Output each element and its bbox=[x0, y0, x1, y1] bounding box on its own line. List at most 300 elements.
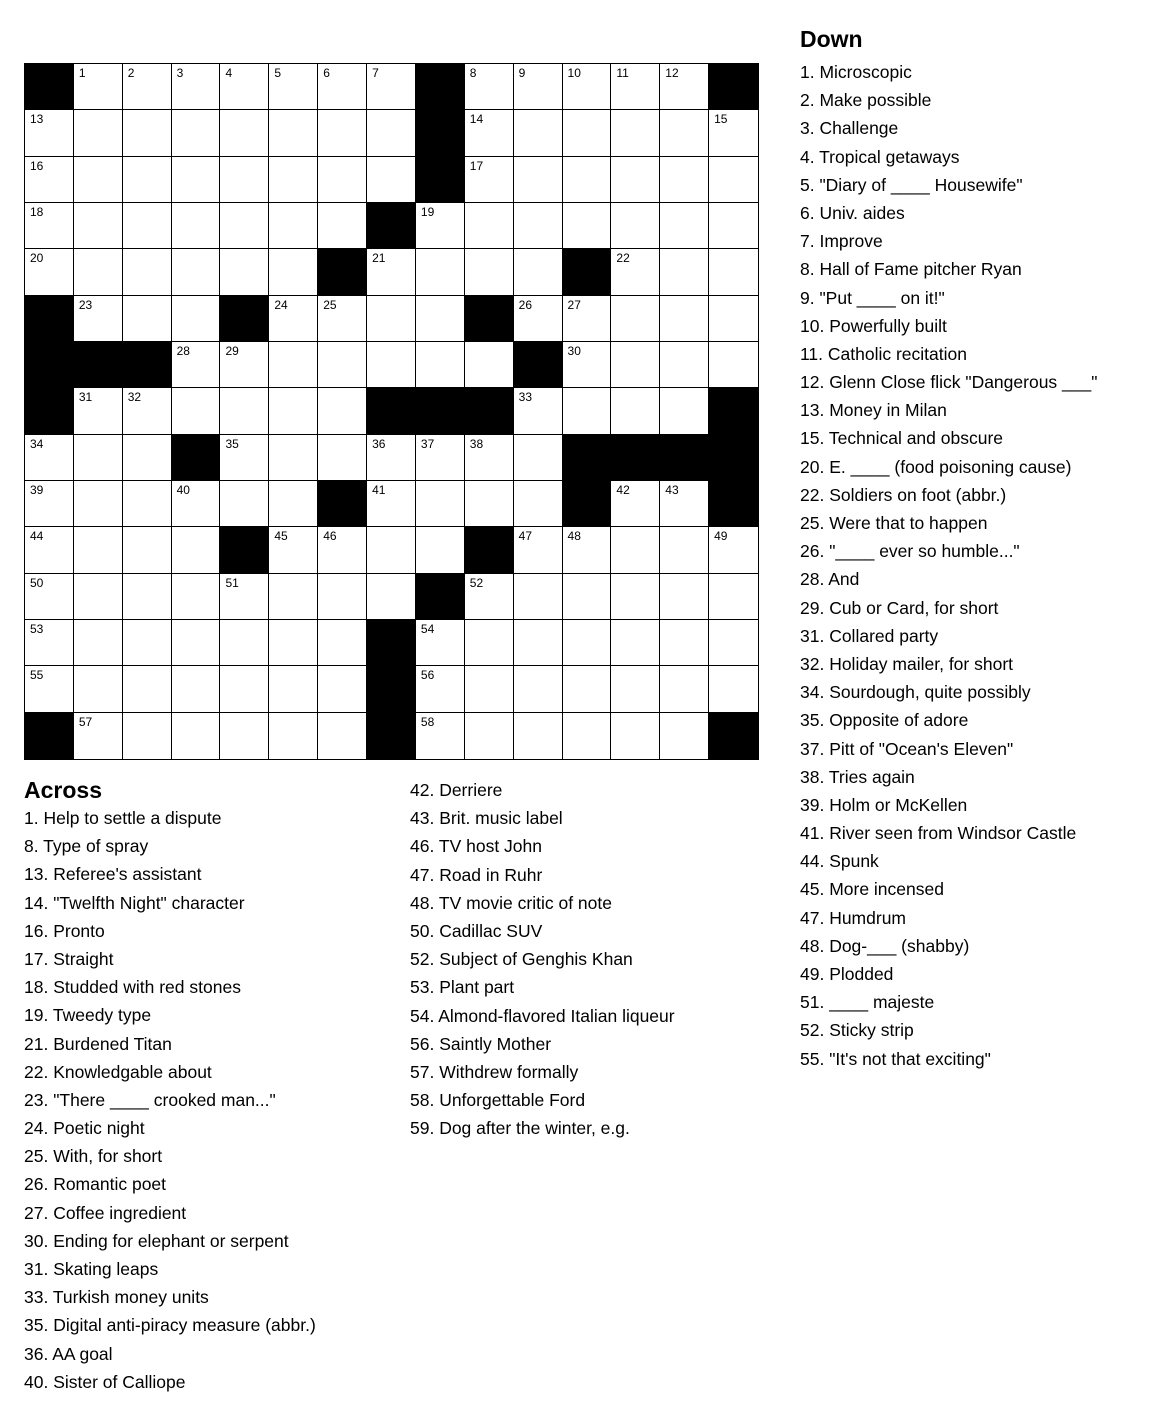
down-clue: 20. E. ____ (food poisoning cause) bbox=[800, 456, 1072, 477]
clue-number: 21 bbox=[372, 251, 386, 266]
grid-cell[interactable] bbox=[709, 574, 758, 620]
grid-cell[interactable] bbox=[25, 157, 74, 203]
across-clue: 24. Poetic night bbox=[24, 1118, 145, 1139]
grid-cell[interactable] bbox=[660, 110, 709, 156]
grid-cell[interactable] bbox=[74, 64, 123, 110]
grid-cell[interactable] bbox=[563, 388, 612, 434]
grid-cell[interactable] bbox=[269, 249, 318, 295]
clue-number: 44 bbox=[30, 529, 44, 544]
down-clue: 4. Tropical getaways bbox=[800, 146, 960, 167]
grid-cell[interactable] bbox=[318, 388, 367, 434]
grid-cell[interactable] bbox=[318, 296, 367, 342]
down-clue: 9. "Put ____ on it!" bbox=[800, 287, 945, 308]
grid-cell[interactable] bbox=[220, 249, 269, 295]
down-clue: 1. Microscopic bbox=[800, 62, 912, 82]
grid-cell[interactable] bbox=[74, 157, 123, 203]
grid-cell[interactable] bbox=[367, 157, 416, 203]
grid-cell[interactable] bbox=[25, 203, 74, 249]
grid-cell[interactable] bbox=[123, 64, 172, 110]
black-square bbox=[25, 64, 74, 110]
grid-cell[interactable] bbox=[563, 64, 612, 110]
grid-cell[interactable] bbox=[269, 203, 318, 249]
grid-cell[interactable] bbox=[465, 713, 514, 759]
grid-cell[interactable] bbox=[514, 388, 563, 434]
grid-cell[interactable] bbox=[123, 666, 172, 712]
grid-cell[interactable] bbox=[416, 666, 465, 712]
down-clue: 32. Holiday mailer, for short bbox=[800, 653, 1014, 674]
grid-cell[interactable] bbox=[220, 620, 269, 666]
grid-cell[interactable] bbox=[416, 713, 465, 759]
grid-cell[interactable] bbox=[709, 527, 758, 573]
grid-cell[interactable] bbox=[465, 435, 514, 481]
across-clue: 53. Plant part bbox=[410, 977, 515, 998]
clue-number: 6 bbox=[323, 66, 330, 80]
grid-cell[interactable] bbox=[611, 342, 660, 388]
down-clue: 35. Opposite of adore bbox=[800, 710, 969, 731]
grid-cell[interactable] bbox=[660, 666, 709, 712]
grid-cell[interactable] bbox=[416, 342, 465, 388]
clue-number: 49 bbox=[714, 529, 728, 544]
grid-cell[interactable] bbox=[318, 64, 367, 110]
grid-cell[interactable] bbox=[514, 203, 563, 249]
across-clue: 57. Withdrew formally bbox=[410, 1061, 579, 1082]
grid-cell[interactable] bbox=[123, 620, 172, 666]
black-square bbox=[25, 713, 74, 759]
down-clue: 25. Were that to happen bbox=[800, 513, 988, 533]
across-clue: 16. Pronto bbox=[24, 920, 105, 941]
down-clue: 2. Make possible bbox=[800, 90, 932, 111]
grid-cell[interactable] bbox=[611, 481, 660, 527]
grid-cell[interactable] bbox=[611, 620, 660, 666]
clue-number: 7 bbox=[372, 66, 379, 80]
down-clue: 13. Money in Milan bbox=[800, 400, 947, 421]
grid-cell[interactable] bbox=[220, 388, 269, 434]
grid-cell[interactable] bbox=[220, 157, 269, 203]
grid-cell[interactable] bbox=[416, 203, 465, 249]
black-square bbox=[709, 713, 758, 759]
grid-cell[interactable] bbox=[123, 203, 172, 249]
grid-cell[interactable] bbox=[367, 527, 416, 573]
grid-cell[interactable] bbox=[367, 249, 416, 295]
grid-cell[interactable] bbox=[563, 342, 612, 388]
grid-cell[interactable] bbox=[172, 249, 221, 295]
grid-cell[interactable] bbox=[74, 435, 123, 481]
grid-cell[interactable] bbox=[611, 203, 660, 249]
clue-number: 43 bbox=[665, 482, 679, 497]
grid-cell[interactable] bbox=[172, 64, 221, 110]
grid-cell[interactable] bbox=[514, 249, 563, 295]
grid-cell[interactable] bbox=[563, 620, 612, 666]
grid-cell[interactable] bbox=[25, 481, 74, 527]
clue-number: 25 bbox=[323, 297, 337, 312]
grid-cell[interactable] bbox=[269, 481, 318, 527]
grid-cell[interactable] bbox=[563, 203, 612, 249]
grid-cell[interactable] bbox=[318, 713, 367, 759]
grid-cell[interactable] bbox=[660, 713, 709, 759]
grid-cell[interactable] bbox=[123, 713, 172, 759]
across-clue: 56. Saintly Mother bbox=[410, 1033, 552, 1054]
grid-cell[interactable] bbox=[514, 64, 563, 110]
grid-cell[interactable] bbox=[465, 157, 514, 203]
grid-cell[interactable] bbox=[74, 666, 123, 712]
grid-cell[interactable] bbox=[514, 481, 563, 527]
grid-cell[interactable] bbox=[416, 296, 465, 342]
grid-cell[interactable] bbox=[465, 249, 514, 295]
black-square bbox=[25, 388, 74, 434]
clue-number: 9 bbox=[518, 66, 526, 80]
grid-cell[interactable] bbox=[709, 342, 758, 388]
across-clue: 36. AA goal bbox=[24, 1343, 113, 1364]
grid-cell[interactable] bbox=[318, 574, 367, 620]
grid-cell[interactable] bbox=[220, 110, 269, 156]
grid-cell[interactable] bbox=[465, 342, 514, 388]
grid-cell[interactable] bbox=[367, 435, 416, 481]
clue-number: 29 bbox=[225, 343, 239, 358]
across-clue: 31. Skating leaps bbox=[24, 1259, 159, 1279]
grid-cell[interactable] bbox=[367, 64, 416, 110]
grid-cell[interactable] bbox=[416, 481, 465, 527]
clue-number: 16 bbox=[30, 158, 44, 173]
black-square bbox=[563, 435, 612, 481]
grid-cell[interactable] bbox=[563, 666, 612, 712]
grid-cell[interactable] bbox=[172, 481, 221, 527]
clue-number: 35 bbox=[225, 436, 239, 451]
across-clue: 47. Road in Ruhr bbox=[410, 864, 543, 885]
grid-cell[interactable] bbox=[709, 249, 758, 295]
across-clue: 18. Studded with red stones bbox=[24, 977, 241, 998]
across-clue: 14. "Twelfth Night" character bbox=[24, 892, 245, 913]
grid-cell[interactable] bbox=[123, 296, 172, 342]
grid-cell[interactable] bbox=[269, 388, 318, 434]
grid-cell[interactable] bbox=[709, 203, 758, 249]
black-square bbox=[367, 620, 416, 666]
grid-cell[interactable] bbox=[123, 110, 172, 156]
grid-cell[interactable] bbox=[123, 435, 172, 481]
grid-cell[interactable] bbox=[660, 203, 709, 249]
across-clue: 59. Dog after the winter, e.g. bbox=[410, 1118, 630, 1139]
grid-cell[interactable] bbox=[611, 574, 660, 620]
grid-cell[interactable] bbox=[74, 481, 123, 527]
black-square bbox=[318, 249, 367, 295]
down-clue: 38. Tries again bbox=[800, 766, 915, 787]
grid-cell[interactable] bbox=[172, 620, 221, 666]
grid-cell[interactable] bbox=[660, 64, 709, 110]
clue-number: 20 bbox=[30, 251, 44, 266]
grid-cell[interactable] bbox=[172, 342, 221, 388]
grid-cell[interactable] bbox=[74, 388, 123, 434]
clue-number: 42 bbox=[616, 482, 630, 497]
black-square bbox=[709, 64, 758, 110]
grid-cell[interactable] bbox=[709, 296, 758, 342]
grid-cell[interactable] bbox=[514, 713, 563, 759]
down-clue: 49. Plodded bbox=[800, 964, 894, 984]
clue-number: 12 bbox=[665, 66, 679, 80]
grid-cell[interactable] bbox=[172, 666, 221, 712]
black-square bbox=[172, 435, 221, 481]
grid-cell[interactable] bbox=[416, 620, 465, 666]
grid-cell[interactable] bbox=[172, 713, 221, 759]
grid-cell[interactable] bbox=[318, 435, 367, 481]
grid-cell[interactable] bbox=[611, 666, 660, 712]
grid-cell[interactable] bbox=[709, 157, 758, 203]
black-square bbox=[416, 574, 465, 620]
grid-cell[interactable] bbox=[611, 388, 660, 434]
grid-cell[interactable] bbox=[563, 157, 612, 203]
grid-cell[interactable] bbox=[367, 110, 416, 156]
down-clue: 44. Spunk bbox=[800, 851, 879, 872]
grid-cell[interactable] bbox=[220, 574, 269, 620]
grid-cell[interactable] bbox=[172, 388, 221, 434]
across-clue: 1. Help to settle a dispute bbox=[24, 808, 222, 828]
black-square bbox=[416, 110, 465, 156]
across-clues-column-1 bbox=[24, 804, 316, 1396]
grid-cell[interactable] bbox=[123, 481, 172, 527]
black-square bbox=[25, 296, 74, 342]
down-clue: 12. Glenn Close flick "Dangerous ___" bbox=[800, 372, 1098, 393]
grid-cell[interactable] bbox=[514, 574, 563, 620]
grid-cell[interactable] bbox=[269, 110, 318, 156]
grid-cell[interactable] bbox=[514, 110, 563, 156]
grid-cell[interactable] bbox=[74, 296, 123, 342]
grid-cell[interactable] bbox=[563, 110, 612, 156]
black-square bbox=[25, 342, 74, 388]
grid-cell[interactable] bbox=[123, 527, 172, 573]
clue-number: 39 bbox=[30, 482, 44, 497]
clue-number: 26 bbox=[518, 297, 533, 312]
grid-cell[interactable] bbox=[123, 388, 172, 434]
grid-cell[interactable] bbox=[465, 203, 514, 249]
grid-cell[interactable] bbox=[465, 64, 514, 110]
grid-cell[interactable] bbox=[611, 713, 660, 759]
grid-cell[interactable] bbox=[709, 620, 758, 666]
grid-cell[interactable] bbox=[660, 574, 709, 620]
clue-number: 38 bbox=[469, 436, 484, 451]
grid-cell[interactable] bbox=[318, 157, 367, 203]
grid-cell[interactable] bbox=[514, 157, 563, 203]
black-square bbox=[563, 481, 612, 527]
grid-cell[interactable] bbox=[25, 527, 74, 573]
grid-cell[interactable] bbox=[660, 388, 709, 434]
grid-cell[interactable] bbox=[74, 249, 123, 295]
clue-number: 47 bbox=[518, 529, 533, 544]
clue-number: 31 bbox=[78, 390, 93, 405]
grid-cell[interactable] bbox=[514, 666, 563, 712]
grid-cell[interactable] bbox=[220, 481, 269, 527]
grid-cell[interactable] bbox=[563, 713, 612, 759]
grid-cell[interactable] bbox=[563, 296, 612, 342]
black-square bbox=[563, 249, 612, 295]
clue-number: 45 bbox=[274, 529, 288, 544]
black-square bbox=[465, 296, 514, 342]
grid-cell[interactable] bbox=[25, 249, 74, 295]
grid-cell[interactable] bbox=[318, 666, 367, 712]
across-clue: 48. TV movie critic of note bbox=[410, 892, 612, 913]
grid-cell[interactable] bbox=[74, 574, 123, 620]
black-square bbox=[709, 435, 758, 481]
grid-cell[interactable] bbox=[318, 620, 367, 666]
grid-cell[interactable] bbox=[660, 620, 709, 666]
grid-cell[interactable] bbox=[269, 574, 318, 620]
grid-cell[interactable] bbox=[220, 713, 269, 759]
grid-cell[interactable] bbox=[660, 296, 709, 342]
clue-number: 57 bbox=[78, 714, 93, 729]
down-clue: 37. Pitt of "Ocean's Eleven" bbox=[800, 738, 1014, 759]
grid-cell[interactable] bbox=[611, 110, 660, 156]
grid-cell[interactable] bbox=[269, 527, 318, 573]
grid-cell[interactable] bbox=[318, 527, 367, 573]
grid-cell[interactable] bbox=[465, 666, 514, 712]
clue-number: 34 bbox=[30, 436, 44, 451]
grid-cell[interactable] bbox=[172, 574, 221, 620]
grid-cell[interactable] bbox=[318, 342, 367, 388]
grid-cell[interactable] bbox=[25, 666, 74, 712]
black-square bbox=[367, 203, 416, 249]
grid-cell[interactable] bbox=[220, 342, 269, 388]
grid-cell[interactable] bbox=[465, 481, 514, 527]
clue-number: 2 bbox=[127, 66, 135, 80]
across-clue: 33. Turkish money units bbox=[24, 1287, 209, 1308]
clue-number: 52 bbox=[469, 575, 484, 590]
across-heading: Across bbox=[24, 777, 102, 803]
grid-cell[interactable] bbox=[269, 296, 318, 342]
clue-number: 30 bbox=[567, 343, 581, 358]
grid-cell[interactable] bbox=[416, 249, 465, 295]
black-square bbox=[74, 342, 123, 388]
grid-cell[interactable] bbox=[611, 64, 660, 110]
grid-cell[interactable] bbox=[269, 435, 318, 481]
down-heading: Down bbox=[800, 26, 863, 52]
grid-cell[interactable] bbox=[74, 527, 123, 573]
grid-cell[interactable] bbox=[172, 110, 221, 156]
grid-cell[interactable] bbox=[514, 435, 563, 481]
grid-cell[interactable] bbox=[74, 713, 123, 759]
grid-cell[interactable] bbox=[416, 527, 465, 573]
across-clue: 19. Tweedy type bbox=[24, 1005, 152, 1026]
grid-cell[interactable] bbox=[514, 527, 563, 573]
grid-cell[interactable] bbox=[269, 666, 318, 712]
black-square bbox=[367, 713, 416, 759]
across-clue: 30. Ending for elephant or serpent bbox=[24, 1230, 289, 1251]
grid-cell[interactable] bbox=[563, 574, 612, 620]
down-clue: 48. Dog-___ (shabby) bbox=[800, 935, 970, 956]
grid-cell[interactable] bbox=[465, 620, 514, 666]
grid-cell[interactable] bbox=[25, 620, 74, 666]
across-clues-column-2 bbox=[410, 776, 675, 1142]
grid-cell[interactable] bbox=[514, 620, 563, 666]
grid-cell[interactable] bbox=[25, 435, 74, 481]
grid-cell[interactable] bbox=[465, 110, 514, 156]
down-clue: 7. Improve bbox=[800, 231, 883, 252]
clue-number: 28 bbox=[176, 343, 190, 358]
grid-cell[interactable] bbox=[172, 527, 221, 573]
down-clue: 47. Humdrum bbox=[800, 907, 907, 928]
clue-number: 15 bbox=[714, 112, 728, 127]
grid-cell[interactable] bbox=[367, 481, 416, 527]
grid-cell[interactable] bbox=[465, 574, 514, 620]
grid-cell[interactable] bbox=[25, 574, 74, 620]
clue-number: 3 bbox=[176, 66, 184, 80]
grid-cell[interactable] bbox=[514, 296, 563, 342]
across-clue: 52. Subject of Genghis Khan bbox=[410, 949, 633, 970]
grid-cell[interactable] bbox=[220, 64, 269, 110]
clue-number: 5 bbox=[274, 66, 282, 80]
grid-cell[interactable] bbox=[74, 110, 123, 156]
grid-cell[interactable] bbox=[74, 620, 123, 666]
grid-cell[interactable] bbox=[660, 527, 709, 573]
grid-cell[interactable] bbox=[123, 157, 172, 203]
grid-cell[interactable] bbox=[123, 249, 172, 295]
grid-cell[interactable] bbox=[269, 157, 318, 203]
clue-number: 14 bbox=[469, 112, 484, 127]
down-clue: 3. Challenge bbox=[800, 118, 899, 139]
grid-cell[interactable] bbox=[611, 296, 660, 342]
down-clue: 34. Sourdough, quite possibly bbox=[800, 682, 1031, 703]
black-square bbox=[709, 388, 758, 434]
grid-cell[interactable] bbox=[269, 713, 318, 759]
grid-cell[interactable] bbox=[220, 435, 269, 481]
grid-cell[interactable] bbox=[172, 203, 221, 249]
clue-number: 33 bbox=[518, 390, 533, 405]
clue-number: 8 bbox=[469, 66, 477, 80]
grid-cell[interactable] bbox=[220, 666, 269, 712]
clue-number: 41 bbox=[372, 482, 386, 497]
grid-cell[interactable] bbox=[660, 481, 709, 527]
down-clue: 10. Powerfully built bbox=[800, 315, 947, 336]
grid-cell[interactable] bbox=[611, 249, 660, 295]
grid-cell[interactable] bbox=[172, 296, 221, 342]
down-clue: 41. River seen from Windsor Castle bbox=[800, 823, 1077, 844]
down-clue: 15. Technical and obscure bbox=[800, 428, 1004, 449]
grid-cell[interactable] bbox=[74, 203, 123, 249]
grid-cell[interactable] bbox=[709, 666, 758, 712]
grid-cell[interactable] bbox=[416, 435, 465, 481]
grid-cell[interactable] bbox=[172, 157, 221, 203]
grid-cell[interactable] bbox=[367, 342, 416, 388]
grid-cell[interactable] bbox=[660, 249, 709, 295]
grid-cell[interactable] bbox=[611, 157, 660, 203]
black-square bbox=[367, 388, 416, 434]
clue-number: 48 bbox=[567, 529, 581, 544]
down-clue: 55. "It's not that exciting" bbox=[800, 1048, 991, 1069]
across-clue: 54. Almond-flavored Italian liqueur bbox=[410, 1005, 675, 1026]
clue-number: 11 bbox=[616, 66, 629, 80]
grid-cell[interactable] bbox=[25, 110, 74, 156]
down-clue: 39. Holm or McKellen bbox=[800, 794, 968, 815]
black-square bbox=[709, 481, 758, 527]
grid-cell[interactable] bbox=[563, 527, 612, 573]
grid-cell[interactable] bbox=[269, 64, 318, 110]
grid-cell[interactable] bbox=[220, 203, 269, 249]
black-square bbox=[220, 296, 269, 342]
down-clue: 26. "____ ever so humble..." bbox=[800, 541, 1020, 562]
black-square bbox=[318, 481, 367, 527]
grid-cell[interactable] bbox=[709, 110, 758, 156]
grid-cell[interactable] bbox=[318, 203, 367, 249]
grid-cell[interactable] bbox=[611, 527, 660, 573]
grid-cell[interactable] bbox=[660, 157, 709, 203]
grid-cell[interactable] bbox=[367, 574, 416, 620]
grid-cell[interactable] bbox=[660, 342, 709, 388]
down-clues-column bbox=[800, 58, 1097, 1073]
grid-cell[interactable] bbox=[269, 342, 318, 388]
grid-cell[interactable] bbox=[367, 296, 416, 342]
across-clue: 13. Referee's assistant bbox=[24, 864, 202, 885]
black-square bbox=[514, 342, 563, 388]
down-clue: 45. More incensed bbox=[800, 879, 944, 900]
grid-cell[interactable] bbox=[318, 110, 367, 156]
grid-cell[interactable] bbox=[123, 574, 172, 620]
grid-cell[interactable] bbox=[269, 620, 318, 666]
